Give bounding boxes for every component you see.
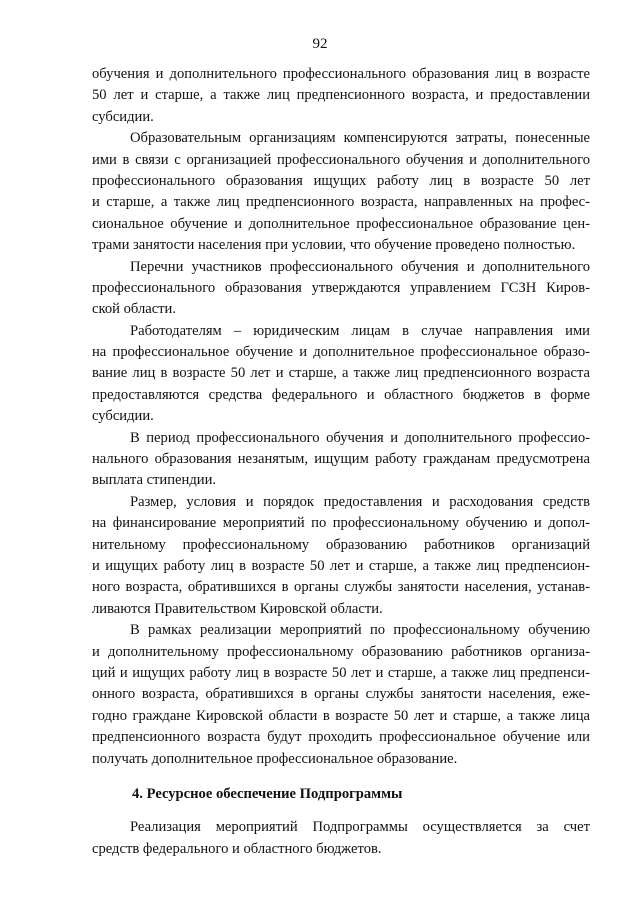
paragraph [92, 257, 590, 321]
text-line: и старше, а также лиц предпенсионного возраста, направленных на профес- [92, 194, 590, 211]
text-line: Перечни участников профессионального обучения и дополнительного [130, 258, 590, 275]
text-line: трами занятости населения при условии, что обучение проведено полностью. [92, 237, 576, 254]
text-line: профессионального образования утверждаются управлением ГСЗН Киров- [92, 279, 590, 296]
text-line: профессионального образования ищущих работу лиц в возрасте 50 лет [92, 172, 590, 189]
text-line: сиональное обучение и дополнительное профессиональное образование цен- [92, 215, 590, 232]
text-line: на финансирование мероприятий по профессиональному обучению и допол- [92, 515, 590, 532]
text-line: ливаются Правительством Кировской области. [92, 600, 383, 617]
text-line: предпенсионного возраста будут проходить профессиональное обучение или [92, 729, 590, 746]
text-line: Размер, условия и порядок предоставления и расходования средств [130, 493, 590, 510]
paragraph [92, 64, 590, 128]
text-line: субсидии. [92, 408, 154, 425]
text-line: субсидии. [92, 108, 154, 125]
page-number: 92 [312, 36, 328, 52]
text-line: Работодателям – юридическим лицам в случае направления ими [130, 322, 590, 339]
text-line: онного возраста, обратившихся в органы службы занятости населения, еже- [92, 686, 590, 703]
text-line: 50 лет и старше, а также лиц предпенсионного возраста, и предоставлении [92, 87, 590, 104]
text-line: ций и ищущих работу лиц в возрасте 50 лет и старше, а также лиц предпенси- [92, 664, 590, 681]
paragraph [92, 321, 590, 428]
spacer [92, 805, 590, 817]
paragraph [92, 492, 590, 620]
section-heading: 4. Ресурсное обеспечение Подпрограммы [132, 785, 403, 802]
paragraph [92, 428, 590, 492]
text-line: ской области. [92, 301, 177, 318]
text-line: ного возраста, обратившихся в органы службы занятости населения, устанав- [92, 579, 590, 596]
text-line: и дополнительному профессиональному образованию работников организа- [92, 643, 590, 660]
body-text [92, 64, 590, 860]
text-line: средств федерального и областного бюджетов. [92, 840, 382, 857]
text-line: нительному профессиональному образованию работников организаций [92, 536, 590, 553]
text-line: обучения и дополнительного профессионального образования лиц в возрасте [92, 66, 590, 82]
text-line: ими в связи с организацией профессионального обучения и дополнительного [92, 151, 590, 168]
text-line: Образовательным организациям компенсируются затраты, понесенные [130, 130, 590, 147]
text-line: Реализация мероприятий Подпрограммы осуществляется за счет [130, 819, 590, 836]
spacer [92, 770, 590, 784]
text-line: и ищущих работу лиц в возрасте 50 лет и старше, а также лиц предпенсион- [92, 557, 590, 574]
text-line: нального образования незанятым, ищущим работу гражданам предусмотрена [92, 451, 590, 468]
text-line: В период профессионального обучения и дополнительного профессио- [130, 429, 590, 446]
text-line: годно граждане Кировской области в возрасте 50 лет и старше, а также лица [92, 707, 590, 724]
text-line: В рамках реализации мероприятий по профессиональному обучению [130, 622, 590, 639]
text-line: на профессиональное обучение и дополнительное профессиональное образо- [92, 344, 590, 361]
paragraph [92, 817, 590, 860]
paragraph [92, 620, 590, 770]
text-line: получать дополнительное профессиональное образование. [92, 750, 458, 767]
paragraph [92, 128, 590, 256]
text-line: выплата стипендии. [92, 472, 217, 489]
text-line: предоставляются средства федерального и областного бюджетов в форме [92, 386, 590, 403]
text-line: вание лиц в возрасте 50 лет и старше, а также лиц предпенсионного возраста [92, 365, 590, 382]
